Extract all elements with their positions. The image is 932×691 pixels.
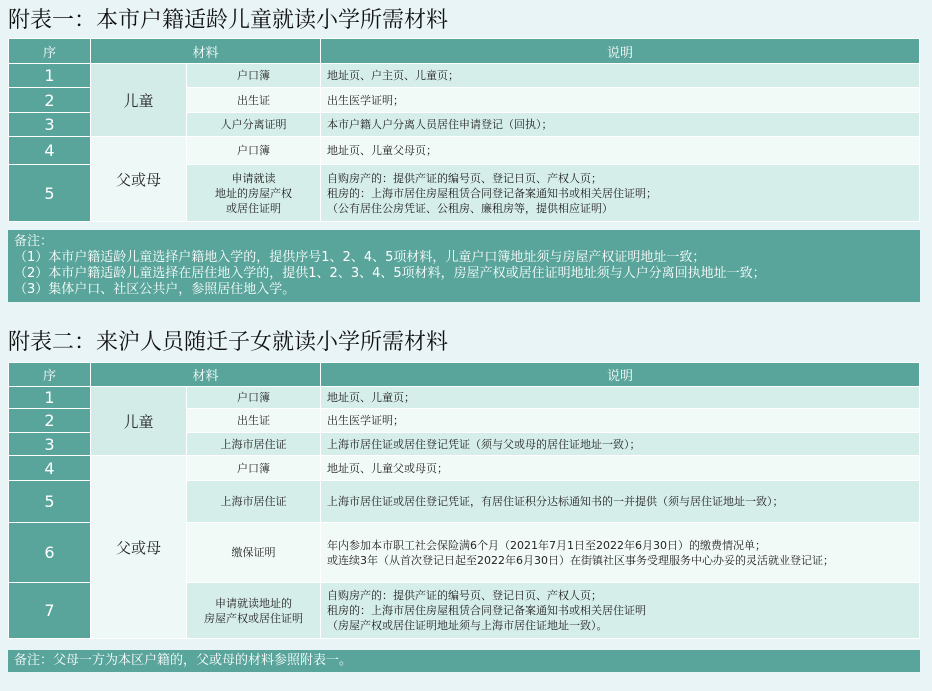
row-seq: 3 [9, 113, 91, 137]
row-seq: 6 [9, 523, 91, 583]
row-material: 缴保证明 [187, 523, 321, 583]
row-desc: 上海市居住证或居住登记凭证，有居住证积分达标通知书的一并提供（须与居住证地址一致）； [321, 481, 920, 523]
group-parent: 父或母 [91, 456, 187, 639]
row-material: 户口簿 [187, 137, 321, 165]
row-seq: 1 [9, 64, 91, 88]
note-line: （2）本市户籍适龄儿童选择在居住地入学的，提供1、2、3、4、5项材料，房屋产权或居住证明地址须与人户分离回执地址一致； [14, 266, 766, 281]
material-line: 申请就读地址的 [215, 596, 292, 610]
desc-line: 租房的：上海市居住房屋租赁合同登记备案通知书或相关居住证明； [327, 186, 658, 200]
material-line: 房屋产权或居住证明 [204, 611, 303, 625]
row-seq: 3 [9, 433, 91, 456]
desc-line: 自购房产的：提供产证的编号页、登记日页、产权人页； [327, 589, 603, 602]
material-line: 或居住证明 [226, 201, 281, 215]
table1 [8, 38, 920, 222]
table1-header-row [9, 39, 920, 64]
group-child: 儿童 [91, 387, 187, 456]
header-seq: 序 [9, 39, 91, 64]
row-seq: 2 [9, 409, 91, 433]
group-child: 儿童 [91, 64, 187, 137]
row-desc: 本市户籍人户分离人员居住申请登记（回执）； [321, 113, 920, 137]
row-desc: 地址页、儿童父或母页； [321, 456, 920, 481]
row-material [187, 583, 321, 639]
row-desc: 出生医学证明； [321, 409, 920, 433]
row-desc [321, 583, 920, 639]
header-material: 材料 [91, 39, 321, 64]
row-material: 上海市居住证 [187, 481, 321, 523]
note-line: （1）本市户籍适龄儿童选择户籍地入学的，提供序号1、2、4、5项材料，儿童户口簿地址须与房屋产权证明地址一致； [14, 250, 706, 265]
header-seq: 序 [9, 363, 91, 387]
row-material: 出生证 [187, 88, 321, 113]
group-parent: 父或母 [91, 137, 187, 222]
table-row [9, 137, 920, 165]
table2-title: 附表二：来沪人员随迁子女就读小学所需材料 [8, 330, 449, 355]
row-seq: 1 [9, 387, 91, 409]
row-material: 人户分离证明 [187, 113, 321, 137]
table1-title: 附表一：本市户籍适龄儿童就读小学所需材料 [8, 8, 449, 33]
note-line: （3）集体户口、社区公共户，参照居住地入学。 [14, 282, 296, 297]
header-desc: 说明 [321, 39, 920, 64]
row-material: 户口簿 [187, 64, 321, 88]
table-row [9, 456, 920, 481]
row-seq: 4 [9, 456, 91, 481]
row-material [187, 165, 321, 222]
row-seq: 5 [9, 481, 91, 523]
row-material: 出生证 [187, 409, 321, 433]
desc-line: 年内参加本市职工社会保险满6个月（2021年7月1日至2022年6月30日）的缴费情况单； [327, 538, 766, 552]
row-seq: 7 [9, 583, 91, 639]
row-material: 户口簿 [187, 456, 321, 481]
material-line: 申请就读 [231, 171, 276, 185]
row-material: 户口簿 [187, 387, 321, 409]
desc-line: （公有居住公房凭证、公租房、廉租房等，提供相应证明） [327, 201, 614, 215]
row-seq: 5 [9, 165, 91, 222]
row-desc [321, 165, 920, 222]
header-desc: 说明 [321, 363, 920, 387]
table2 [8, 362, 920, 639]
row-material: 上海市居住证 [187, 433, 321, 456]
table2-note: 备注：父母一方为本区户籍的，父或母的材料参照附表一。 [8, 650, 920, 672]
row-desc: 地址页、儿童页； [321, 387, 920, 409]
row-desc: 地址页、户主页、儿童页； [321, 64, 920, 88]
row-desc: 出生医学证明； [321, 88, 920, 113]
row-desc: 地址页、儿童父母页； [321, 137, 920, 165]
table2-header-row [9, 363, 920, 387]
desc-line: 自购房产的：提供产证的编号页、登记日页、产权人页； [327, 171, 603, 185]
desc-line: 或连续3年（从首次登记日起至2022年6月30日）在街镇社区事务受理服务中心办妥的灵活就业登记证； [327, 553, 835, 567]
row-desc [321, 523, 920, 583]
table1-notes [8, 230, 920, 302]
material-line: 地址的房屋产权 [215, 186, 292, 200]
note-heading: 备注： [14, 234, 54, 249]
row-desc: 上海市居住证或居住登记凭证（须与父或母的居住证地址一致）； [321, 433, 920, 456]
table-row [9, 64, 920, 88]
table-row [9, 387, 920, 409]
desc-line: （房屋产权或居住证明地址须与上海市居住证地址一致）。 [327, 619, 608, 632]
row-seq: 4 [9, 137, 91, 165]
row-seq: 2 [9, 88, 91, 113]
desc-line: 租房的：上海市居住房屋租赁合同登记备案通知书或相关居住证明 [327, 604, 647, 617]
header-material: 材料 [91, 363, 321, 387]
